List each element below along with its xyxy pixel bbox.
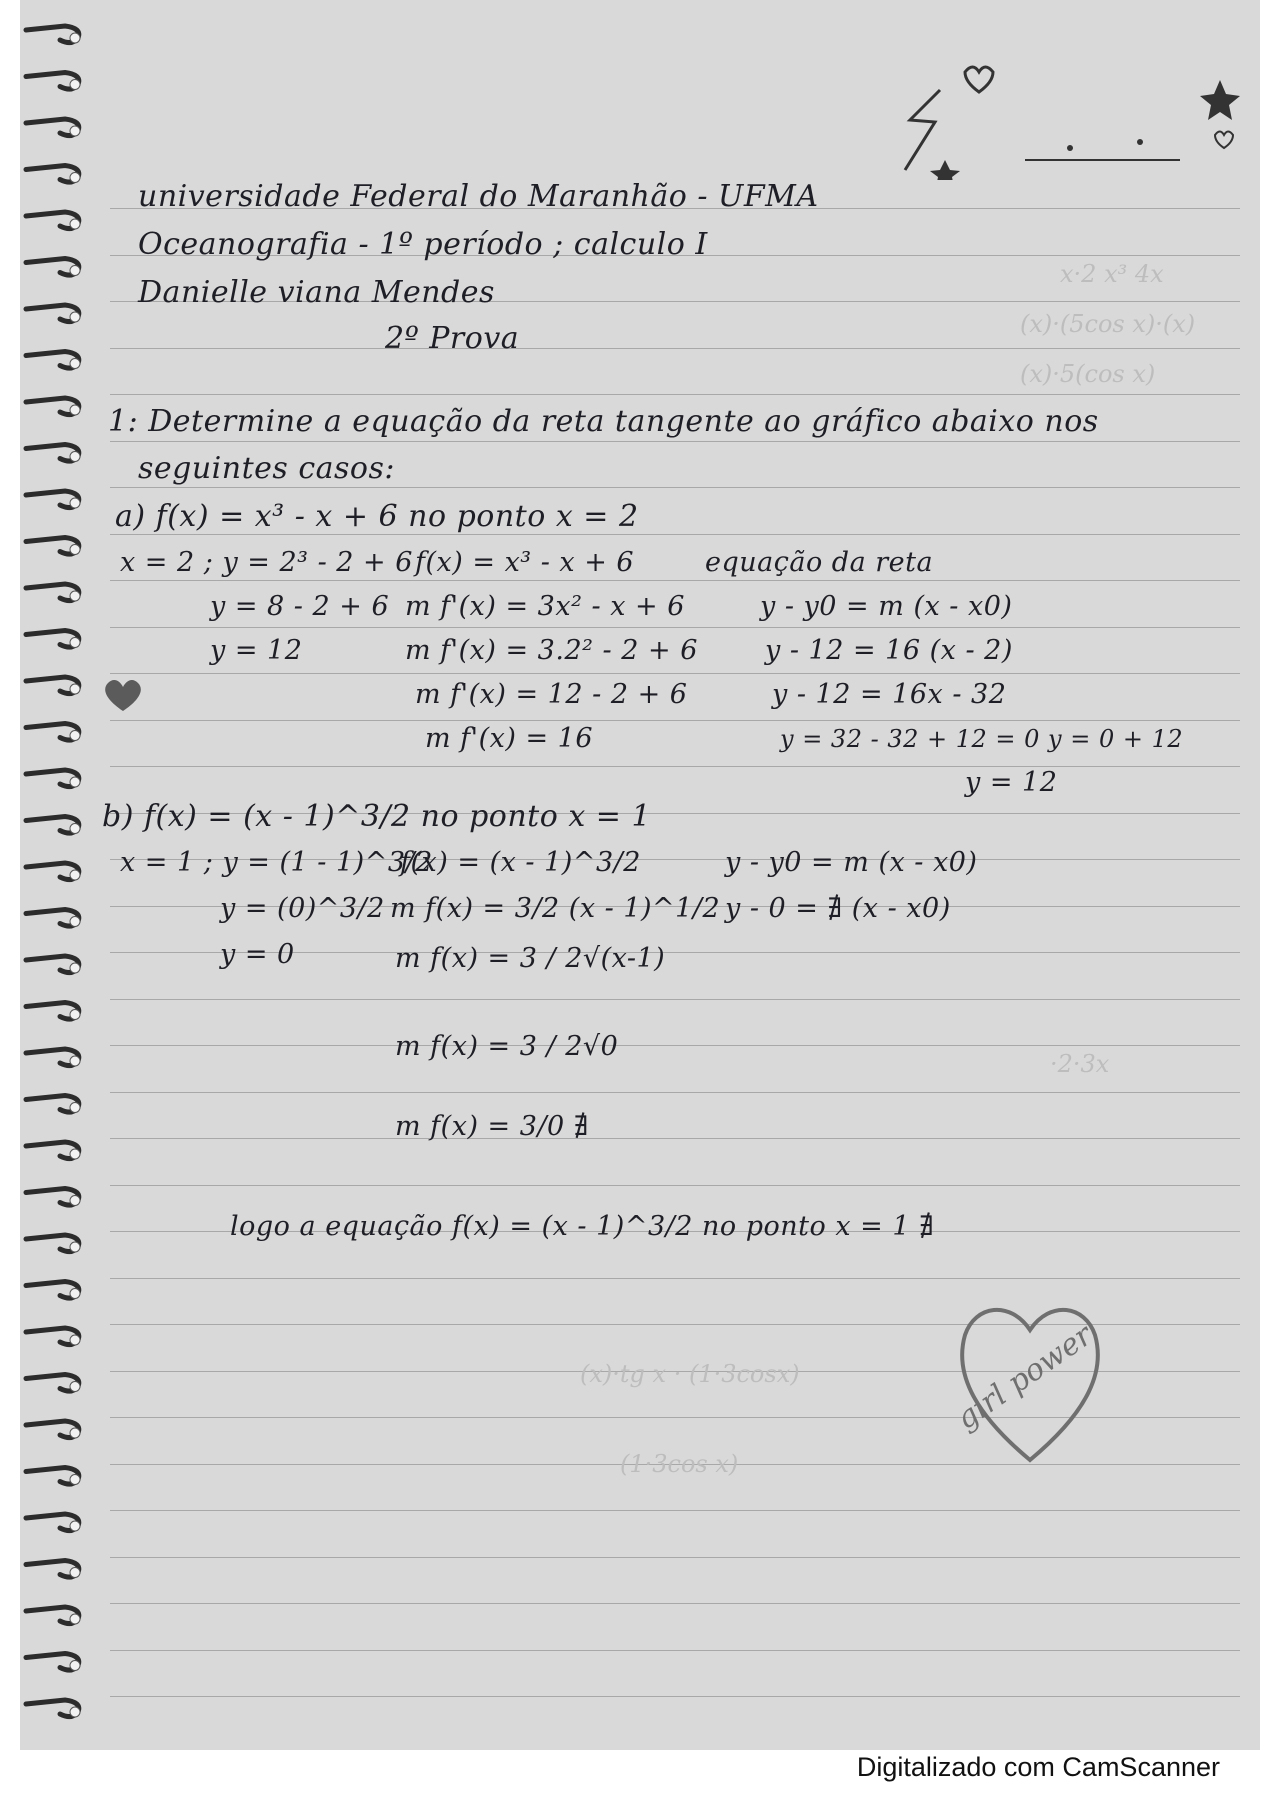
spiral-hole (70, 638, 80, 648)
part-b-mid-4: m f(x) = 3 / 2√0 (395, 1031, 619, 1062)
spiral-hole (70, 731, 80, 741)
part-b-right-2: y - 0 = ∄ (x - x0) (725, 893, 951, 924)
header-line-exam: 2º Prova (385, 321, 520, 356)
ruled-line (110, 1696, 1240, 1697)
ruled-line (110, 394, 1240, 395)
spiral-hole (70, 591, 80, 601)
spiral-hole (70, 219, 80, 229)
spiral-hole (70, 1010, 80, 1020)
part-a-right-5: y = 12 (965, 767, 1058, 798)
spiral-hole (70, 173, 80, 183)
spiral-hole (70, 684, 80, 694)
ruled-line (110, 1557, 1240, 1558)
part-b-statement: b) f(x) = (x - 1)^3/2 no ponto x = 1 (102, 799, 652, 834)
spiral-hole (70, 1428, 80, 1438)
ruled-line (110, 487, 1240, 488)
spiral-hole (70, 359, 80, 369)
ruled-line (110, 1650, 1240, 1651)
part-b-right-1: y - y0 = m (x - x0) (725, 847, 978, 878)
spiral-hole (70, 917, 80, 927)
lightning-doodle (870, 60, 1250, 180)
ruled-line (110, 348, 1240, 349)
ruled-line (110, 766, 1240, 767)
ruled-line (110, 720, 1240, 721)
part-b-mid-2: m f(x) = 3/2 (x - 1)^1/2 (390, 893, 721, 924)
part-b-mid-5: m f(x) = 3/0 ∄ (395, 1111, 589, 1142)
spiral-hole (70, 1335, 80, 1345)
part-a-left-1: x = 2 ; y = 2³ - 2 + 6 (120, 547, 413, 578)
spiral-hole (70, 405, 80, 415)
spiral-hole (70, 545, 80, 555)
spiral-hole (70, 1475, 80, 1485)
spiral-hole (70, 777, 80, 787)
ruled-line (110, 627, 1240, 628)
ruled-line (110, 1045, 1240, 1046)
part-b-left-3: y = 0 (220, 939, 295, 970)
spiral-hole (70, 312, 80, 322)
girl-power-heart-sticker (950, 1290, 1110, 1470)
question-line-2: seguintes casos: (138, 451, 395, 486)
part-a-mid-3: m f'(x) = 3.2² - 2 + 6 (405, 635, 698, 666)
question-line-1: 1: Determine a equação da reta tangente ao gráfico abaixo nos (108, 404, 1099, 439)
spiral-hole (70, 452, 80, 462)
spiral-hole (70, 1707, 80, 1717)
part-a-left-3: y = 12 (210, 635, 303, 666)
part-b-mid-1: f(x) = (x - 1)^3/2 (400, 847, 641, 878)
spiral-hole (70, 1568, 80, 1578)
ruled-line (110, 534, 1240, 535)
ruled-line (110, 1603, 1240, 1604)
spiral-hole (70, 1289, 80, 1299)
header-line-university: universidade Federal do Maranhão - UFMA (138, 179, 819, 214)
part-b-conclusion: logo a equação f(x) = (x - 1)^3/2 no ponto x = 1 ∄ (230, 1211, 935, 1242)
spiral-hole (70, 1196, 80, 1206)
ruled-line (110, 1138, 1240, 1139)
spiral-hole (70, 1614, 80, 1624)
ruled-line (110, 580, 1240, 581)
ruled-line (110, 1278, 1240, 1279)
ruled-line (110, 999, 1240, 1000)
spiral-hole (70, 1661, 80, 1671)
part-a-right-4: y = 32 - 32 + 12 = 0 y = 0 + 12 (780, 725, 1184, 753)
part-a-right-3: y - 12 = 16x - 32 (772, 679, 1007, 710)
part-a-right-1: y - y0 = m (x - x0) (760, 591, 1013, 622)
part-a-mid-1: f(x) = x³ - x + 6 (415, 547, 635, 578)
part-b-mid-3: m f(x) = 3 / 2√(x-1) (395, 943, 666, 974)
notebook-page: x·2 x³ 4x (x)·(5cos x)·(x) (x)·5(cos x) ·2·3x (x)·tg x · (1·3cosx) (1·3cos x) universidade Federal do Maranhão - UFMA Oceanografia - 1º período ; calculo I Danielle viana Mendes 2º Prova 1: Determine a equação da reta tangente ao gráfico abaixo nos seguintes casos: a) f(x) = x³ - x + 6 no ponto x = 2 x = 2 ; y = 2³ - 2 + 6 y = 8 - 2 + 6 y = 12 f(x) = x³ - x + 6 m f'(x) = 3x² - x + 6 m f'(x) = 3.2² - 2 + 6 m f'(x) = 12 - 2 + 6 m f'(x) = 16 equação da reta y - y0 = m (x - x0) y - 12 = 16 (x - 2) y - 12 = 16x - 32 y = 32 - 32 + 12 = 0 y = 0 + 12 y = 12 b) f(x) = (x - 1)^3/2 no ponto x = 1 x = 1 ; y = (1 - 1)^3/2 y = (0)^3/2 y = 0 f(x) = (x - 1)^3/2 m f(x) = 3/2 (x - 1)^1/2 m f(x) = 3 / 2√(x-1) m f(x) = 3 / 2√0 m f(x) = 3/0 ∄ y - y0 = m (x - x0) y - 0 = ∄ (x - x0) logo a equação f(x) = (x - 1)^3/2 no ponto x = 1 ∄ girl power (20, 0, 1260, 1750)
spiral-hole (70, 870, 80, 880)
ruled-line (110, 673, 1240, 674)
spiral-hole (70, 80, 80, 90)
part-a-mid-2: m f'(x) = 3x² - x + 6 (405, 591, 685, 622)
sticker-text: girl power (950, 1317, 1100, 1437)
part-a-mid-5: m f'(x) = 16 (425, 723, 594, 754)
spiral-hole (70, 1382, 80, 1392)
part-a-statement: a) f(x) = x³ - x + 6 no ponto x = 2 (115, 499, 639, 534)
spiral-hole (70, 824, 80, 834)
spiral-hole (70, 266, 80, 276)
part-a-left-2: y = 8 - 2 + 6 (210, 591, 390, 622)
ruled-line (110, 1185, 1240, 1186)
part-a-mid-4: m f'(x) = 12 - 2 + 6 (415, 679, 688, 710)
spiral-hole (70, 126, 80, 136)
spiral-hole (70, 1242, 80, 1252)
heart-doodle (100, 675, 146, 715)
header-line-student: Danielle viana Mendes (138, 275, 495, 310)
part-a-right-title: equação da reta (705, 547, 934, 578)
part-b-left-1: x = 1 ; y = (1 - 1)^3/2 (120, 847, 433, 878)
part-a-right-2: y - 12 = 16 (x - 2) (765, 635, 1013, 666)
spiral-hole (70, 1103, 80, 1113)
spiral-hole (70, 1149, 80, 1159)
spiral-hole (70, 1056, 80, 1066)
ruled-line (110, 1092, 1240, 1093)
ruled-line (110, 441, 1240, 442)
spiral-binding (20, 10, 110, 1740)
ruled-line (110, 1510, 1240, 1511)
part-b-left-2: y = (0)^3/2 (220, 893, 385, 924)
header-line-course: Oceanografia - 1º período ; calculo I (138, 227, 708, 262)
spiral-hole (70, 498, 80, 508)
spiral-hole (70, 963, 80, 973)
scanner-footer: Digitalizado com CamScanner (856, 1752, 1220, 1782)
spiral-hole (70, 1521, 80, 1531)
spiral-hole (70, 33, 80, 43)
